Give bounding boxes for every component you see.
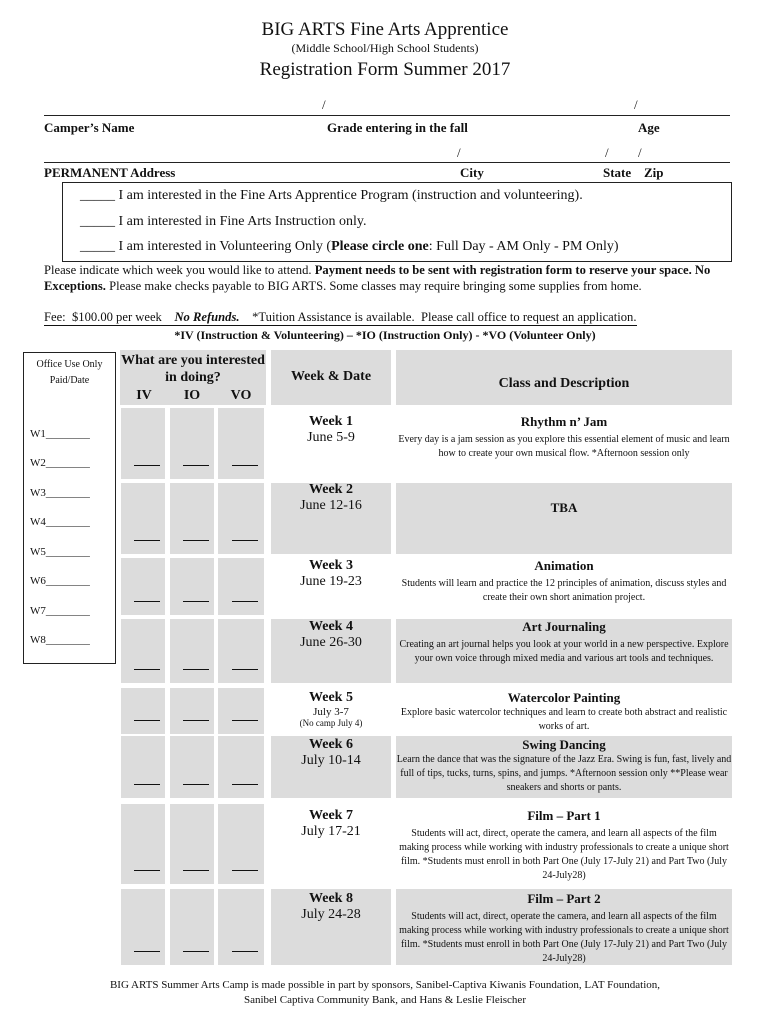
class-title: Film – Part 1: [527, 808, 601, 823]
checkbox-blank-line[interactable]: [134, 669, 160, 670]
week-cell: [273, 808, 389, 840]
checkbox-cell[interactable]: [218, 408, 264, 479]
checkbox-blank-line[interactable]: [134, 540, 160, 541]
class-description: Every day is a jam session as you explore this essential element of music and learn how to create your own musical flow. *Afternoon session only: [398, 434, 730, 459]
choice-program[interactable]: [80, 188, 583, 204]
checkbox-blank-line[interactable]: [232, 870, 258, 871]
class-description-header: Class and Description: [498, 376, 630, 391]
instructions-text-2: Please make checks payable to BIG ARTS. Some classes may require bringing some supplies from home.: [105, 279, 642, 293]
sponsor-footer: [0, 978, 770, 1008]
checkbox-blank-line[interactable]: [183, 669, 209, 670]
week-cell: [273, 482, 389, 514]
class-description: Creating an art journal helps you look at your world in a new perspective. Explore your own voice through mixed media and various art tools and techniques.: [399, 639, 729, 664]
checkbox-blank-line[interactable]: [232, 784, 258, 785]
week-cell: [273, 619, 389, 651]
form-subtitle: (Middle School/High School Students): [291, 41, 479, 55]
class-title: Watercolor Painting: [507, 690, 621, 705]
checkbox-cell[interactable]: [218, 889, 264, 965]
io-header: IO: [183, 388, 201, 403]
checkbox-cell[interactable]: [121, 736, 165, 798]
checkbox-blank-line[interactable]: [232, 951, 258, 952]
checkbox-cell[interactable]: [170, 688, 214, 734]
checkbox-blank-line[interactable]: [183, 784, 209, 785]
office-week-entry[interactable]: W1________: [30, 428, 90, 440]
office-week-entry[interactable]: W6________: [30, 575, 90, 587]
checkbox-cell[interactable]: [121, 483, 165, 554]
class-title: Animation: [534, 558, 594, 573]
form-title: BIG ARTS Fine Arts Apprentice: [261, 19, 509, 40]
slash-separator: /: [322, 97, 326, 112]
checkbox-cell[interactable]: [170, 408, 214, 479]
iv-header: IV: [136, 388, 152, 403]
week-label: Week 3: [309, 558, 353, 573]
week-cell: [273, 690, 389, 728]
checkbox-blank-line[interactable]: [134, 784, 160, 785]
week-cell: [273, 737, 389, 769]
week-dates: June 19-23: [300, 574, 362, 589]
week-date-header: Week & Date: [290, 369, 372, 384]
week-dates: June 5-9: [307, 430, 355, 445]
week-cell: [273, 891, 389, 923]
checkbox-cell[interactable]: [170, 889, 214, 965]
checkbox-cell[interactable]: [170, 558, 214, 615]
class-cell: [396, 891, 732, 966]
class-shade: [396, 483, 732, 554]
class-cell: [396, 414, 732, 461]
choice-blank[interactable]: _____: [80, 214, 115, 229]
sponsor-line-1: BIG ARTS Summer Arts Camp is made possible in part by sponsors, Sanibel-Captiva Kiwanis Foundation, LAT Foundation,: [109, 979, 661, 991]
vo-header: VO: [230, 388, 252, 403]
week-cell: [273, 414, 389, 446]
class-title: Rhythm n’ Jam: [520, 414, 608, 429]
checkbox-cell[interactable]: [121, 804, 165, 884]
week-dates: July 10-14: [301, 753, 361, 768]
instructions-text: Please indicate which week you would like to attend.: [44, 263, 315, 277]
checkbox-cell[interactable]: [121, 558, 165, 615]
checkbox-cell[interactable]: [121, 408, 165, 479]
checkbox-blank-line[interactable]: [232, 465, 258, 466]
week-dates: July 24-28: [301, 907, 361, 922]
slash-separator: /: [638, 145, 642, 160]
office-use-box: [23, 352, 116, 664]
slash-separator: /: [605, 145, 609, 160]
checkbox-blank-line[interactable]: [232, 669, 258, 670]
age-label: Age: [638, 120, 660, 135]
class-description: Explore basic watercolor techniques and learn to create both abstract and realistic works of art.: [400, 707, 728, 732]
circle-one-label: Please circle one: [331, 239, 429, 254]
choice-volunteering[interactable]: [80, 239, 619, 255]
choice-blank[interactable]: _____: [80, 188, 115, 203]
instructions-paragraph: [44, 262, 734, 294]
checkbox-cell[interactable]: [170, 804, 214, 884]
form-title-2: Registration Form Summer 2017: [259, 59, 511, 80]
campers-name-label: Camper’s Name: [44, 120, 135, 135]
week-label: Week 5: [309, 690, 353, 705]
week-note: (No camp July 4): [299, 718, 363, 728]
week-cell: [273, 558, 389, 590]
week-dates: July 17-21: [301, 824, 361, 839]
slash-separator: /: [634, 97, 638, 112]
checkbox-blank-line[interactable]: [183, 601, 209, 602]
checkbox-blank-line[interactable]: [134, 951, 160, 952]
checkbox-blank-line[interactable]: [134, 870, 160, 871]
checkbox-cell[interactable]: [121, 889, 165, 965]
checkbox-cell[interactable]: [218, 558, 264, 615]
interest-legend: *IV (Instruction & Volunteering) – *IO (Instruction Only) - *VO (Volunteer Only): [174, 328, 596, 342]
office-week-entry[interactable]: W2________: [30, 457, 90, 469]
checkbox-blank-line[interactable]: [134, 601, 160, 602]
checkbox-cell[interactable]: [218, 483, 264, 554]
class-title: Swing Dancing: [522, 737, 606, 752]
class-cell: [396, 558, 732, 605]
week-dates: June 26-30: [300, 635, 362, 650]
class-title: TBA: [550, 500, 578, 515]
checkbox-cell[interactable]: [170, 736, 214, 798]
office-week-entry[interactable]: W3________: [30, 487, 90, 499]
choice-instruction[interactable]: [80, 214, 366, 230]
class-cell: [396, 500, 732, 516]
office-week-entry[interactable]: W5________: [30, 546, 90, 558]
checkbox-blank-line[interactable]: [183, 465, 209, 466]
week-dates: July 3-7: [313, 706, 349, 718]
checkbox-blank-line[interactable]: [134, 720, 160, 721]
address-label: PERMANENT Address: [44, 165, 176, 180]
checkbox-cell[interactable]: [218, 804, 264, 884]
payment-notice: Payment needs to be sent with registration form to reserve your space. No Exceptions.: [44, 263, 711, 293]
office-week-entry[interactable]: W4________: [30, 516, 90, 528]
week-label: Week 6: [309, 737, 353, 752]
checkbox-blank-line[interactable]: [232, 540, 258, 541]
class-cell: [396, 619, 732, 666]
week-label: Week 8: [309, 891, 353, 906]
class-cell: [396, 808, 732, 883]
office-use-label: Office Use Only: [36, 359, 103, 370]
tuition-assistance: *Tuition Assistance is available. Please call office to request an application.: [239, 310, 637, 324]
grade-label: Grade entering in the fall: [327, 120, 468, 135]
checkbox-cell[interactable]: [218, 736, 264, 798]
sponsor-line-2: Sanibel Captiva Community Bank, and Hans & Leslie Fleischer: [244, 994, 526, 1006]
week-label: Week 1: [309, 414, 353, 429]
checkbox-cell[interactable]: [121, 619, 165, 683]
choice-label: I am interested in Fine Arts Instruction only.: [118, 214, 367, 229]
checkbox-cell[interactable]: [170, 619, 214, 683]
choice-label: I am interested in the Fine Arts Apprentice Program (instruction and volunteering).: [118, 188, 583, 203]
class-description: Students will act, direct, operate the camera, and learn all aspects of the film making process while working with industry professionals to create a unique short film. *Students must enroll in both Part One (July 17-July 21) and Part Two (July 24-July28): [399, 911, 729, 964]
office-week-entry[interactable]: W8________: [30, 634, 90, 646]
office-week-entry[interactable]: W7________: [30, 605, 90, 617]
checkbox-cell[interactable]: [218, 619, 264, 683]
checkbox-blank-line[interactable]: [232, 720, 258, 721]
week-label: Week 7: [309, 808, 353, 823]
checkbox-cell[interactable]: [218, 688, 264, 734]
class-description: Students will learn and practice the 12 principles of animation, discuss styles and create their own short animation project.: [401, 578, 727, 603]
choice-label: I am interested in Volunteering Only (: [118, 239, 332, 254]
no-refunds: No Refunds.: [174, 310, 240, 324]
checkbox-cell[interactable]: [170, 483, 214, 554]
week-dates: June 12-16: [300, 498, 362, 513]
class-cell: [396, 690, 732, 734]
class-title: Art Journaling: [522, 619, 606, 634]
checkbox-cell[interactable]: [121, 688, 165, 734]
fee-text: Fee: $100.00 per week: [44, 310, 175, 324]
checkbox-blank-line[interactable]: [183, 540, 209, 541]
checkbox-blank-line[interactable]: [183, 720, 209, 721]
address-line[interactable]: [44, 162, 730, 163]
checkbox-blank-line[interactable]: [232, 601, 258, 602]
city-label: City: [460, 165, 484, 180]
class-cell: [396, 737, 732, 795]
checkbox-blank-line[interactable]: [183, 870, 209, 871]
choice-options: : Full Day - AM Only - PM Only): [428, 239, 619, 254]
interest-header: What are you interested in doing?: [121, 353, 265, 385]
slash-separator: /: [457, 145, 461, 160]
checkbox-blank-line[interactable]: [134, 465, 160, 466]
paid-date-label: Paid/Date: [49, 375, 90, 386]
name-line[interactable]: [44, 115, 730, 116]
fee-line: [44, 310, 637, 326]
week-label: Week 2: [309, 482, 353, 497]
class-title: Film – Part 2: [527, 891, 601, 906]
class-description: Learn the dance that was the signature of the Jazz Era. Swing is fun, fast, lively and full of tips, tucks, turns, spins, and jumps. *Afternoon session only **Please wear sneakers and shorts or pants.: [396, 754, 732, 793]
zip-label: Zip: [644, 165, 664, 180]
state-label: State: [603, 165, 632, 180]
choice-blank[interactable]: _____: [80, 239, 115, 254]
checkbox-blank-line[interactable]: [183, 951, 209, 952]
class-description: Students will act, direct, operate the camera, and learn all aspects of the film making process while working with industry professionals to create a unique short film. *Students must enroll in both Part One (July 17-July 21) and Part Two (July 24-July28): [399, 828, 729, 881]
week-label: Week 4: [309, 619, 353, 634]
